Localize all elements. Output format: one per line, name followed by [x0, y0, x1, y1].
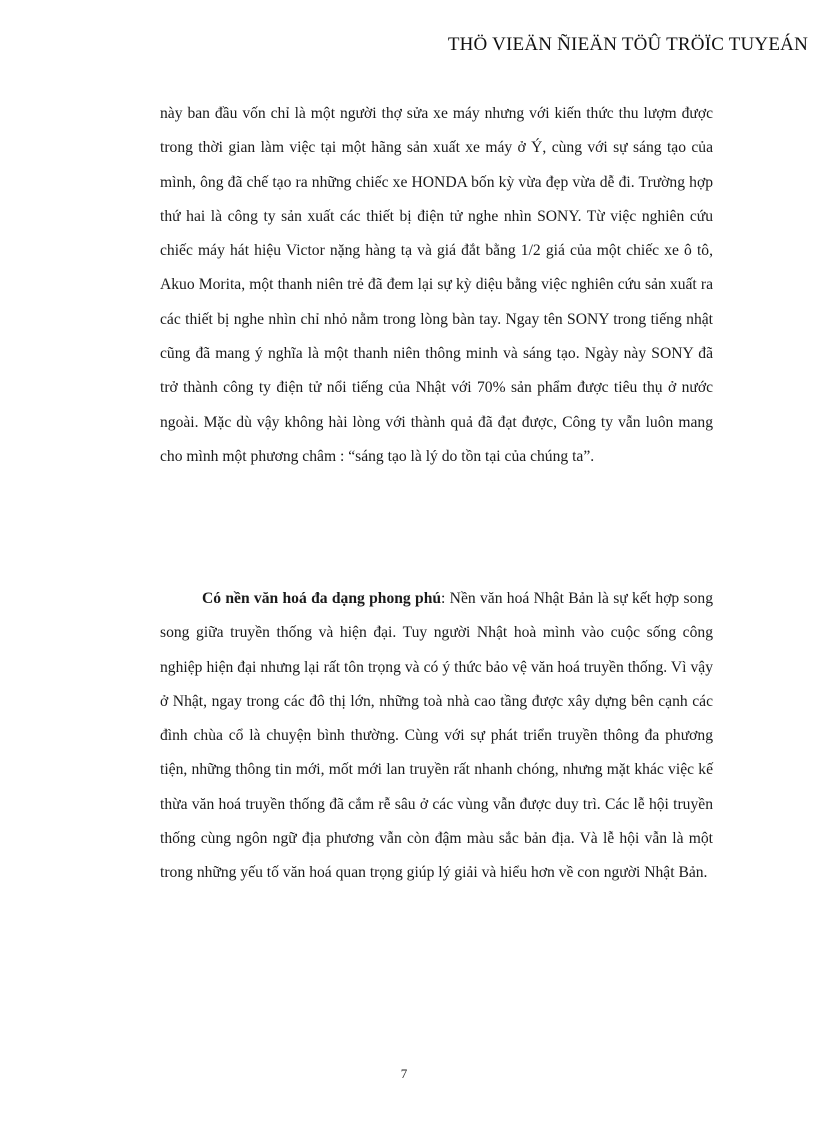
paragraph-text: này ban đầu vốn chỉ là một người thợ sửa xe máy nhưng với kiến thức thu lượm được trong thời gian làm việc tại một hãng sản xuất xe máy ở Ý, cùng với sự sáng tạo của mình, ông đã chế tạo ra những chiếc xe HONDA bốn kỳ vừa đẹp vừa dễ đi. Trường hợp thứ hai là công ty sản xuất các thiết bị điện tử nghe nhìn SONY. Từ việc nghiên cứu chiếc máy hát hiệu Victor nặng hàng tạ và giá đắt bằng 1/2 giá của một chiếc xe ô tô, Akuo Morita, một thanh niên trẻ đã đem lại sự kỳ diệu bằng việc nghiên cứu sản xuất ra các thiết bị nghe nhìn chỉ nhỏ nằm trong lòng bàn tay. Ngay tên SONY trong tiếng nhật cũng đã mang ý nghĩa là một thanh niên thông minh và sáng tạo. Ngày này SONY đã trở thành công ty điện tử nổi tiếng của Nhật với 70% sản phẩm được tiêu thụ ở nước ngoài. Mặc dù vậy không hài lòng với thành quả đã đạt được, Công ty vẫn luôn mang cho mình một phương châm : “sáng tạo là lý do tồn tại của chúng ta”. [160, 105, 713, 465]
paragraph-lead-heading: Có nền văn hoá đa dạng phong phú [202, 590, 442, 607]
running-header: THÖ VIEÄN ÑIEÄN TÖÛ TRÖÏC TUYEÁN [447, 34, 808, 55]
page-number: 7 [400, 1066, 408, 1081]
paragraph-culture [160, 582, 713, 891]
paragraph-continuation [160, 97, 713, 474]
paragraph-text: : Nền văn hoá Nhật Bản là sự kết hợp song song giữa truyền thống và hiện đại. Tuy người Nhật hoà mình vào cuộc sống công nghiệp hiện đại nhưng lại rất tôn trọng và có ý thức bảo vệ văn hoá truyền thống. Vì vậy ở Nhật, ngay trong các đô thị lớn, những toà nhà cao tầng được xây dựng bên cạnh các đình chùa cổ là chuyện bình thường. Cùng với sự phát triển truyền thông đa phương tiện, những thông tin mới, mốt mới lan truyền rất nhanh chóng, nhưng mặt khác việc kế thừa văn hoá truyền thống đã cắm rễ sâu ở các vùng vẫn được duy trì. Các lễ hội truyền thống cùng ngôn ngữ địa phương vẫn còn đậm màu sắc bản địa. Và lễ hội vẫn là một trong những yếu tố văn hoá quan trọng giúp lý giải và hiểu hơn về con người Nhật Bản. [160, 590, 713, 882]
